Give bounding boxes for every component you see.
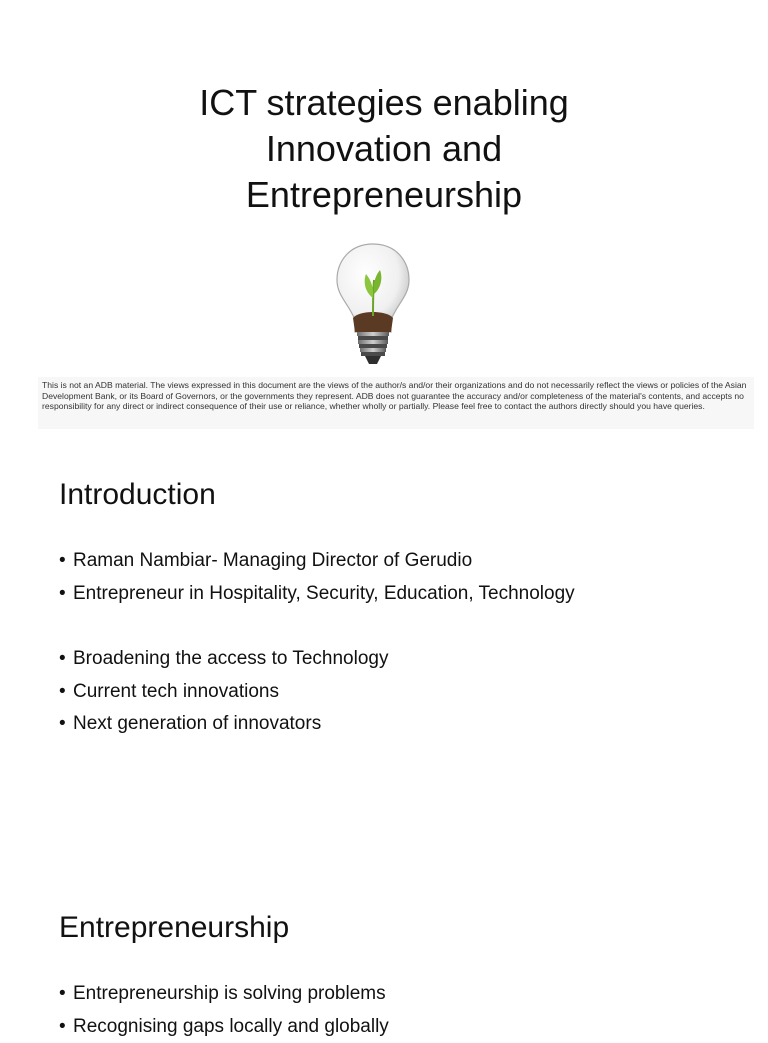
list-item: • Recognising gaps locally and globally	[59, 1011, 389, 1043]
title-line-2: Innovation and	[0, 126, 768, 172]
bullet-list	[59, 643, 388, 741]
list-item: • Entrepreneurship is solving problems	[59, 978, 389, 1011]
lightbulb-sprout-icon	[333, 240, 413, 366]
introduction-slide	[0, 433, 768, 865]
title-line-1: ICT strategies enabling	[0, 80, 768, 126]
bullet-list	[59, 978, 389, 1043]
title-line-3: Entrepreneurship	[0, 172, 768, 218]
slide-title	[0, 80, 768, 218]
list-item: • Entrepreneur in Hospitality, Security, Education, Technology	[59, 578, 575, 611]
entrepreneurship-slide	[0, 866, 768, 1024]
slide-heading: Introduction	[59, 478, 216, 512]
slide-heading: Entrepreneurship	[59, 911, 289, 945]
list-item: • Broadening the access to Technology	[59, 643, 388, 676]
list-item: • Next generation of innovators	[59, 708, 388, 741]
bullet-list	[59, 545, 575, 610]
list-item: • Raman Nambiar- Managing Director of Gerudio	[59, 545, 575, 578]
disclaimer-text: This is not an ADB material. The views expressed in this document are the views of the author/s and/or their organizations and do not necessarily reflect the views or policies of the Asian Development Bank, or its Board of Governors, or the governments they represent. ADB does not guarantee the accuracy and/or completeness of the material's contents, and accepts no responsibility for any direct or indirect consequence of their use or reliance, whether wholly or partially. Please feel free to contact the authors directly should you have queries.	[38, 377, 754, 429]
title-slide	[0, 0, 768, 432]
list-item: • Current tech innovations	[59, 676, 388, 709]
